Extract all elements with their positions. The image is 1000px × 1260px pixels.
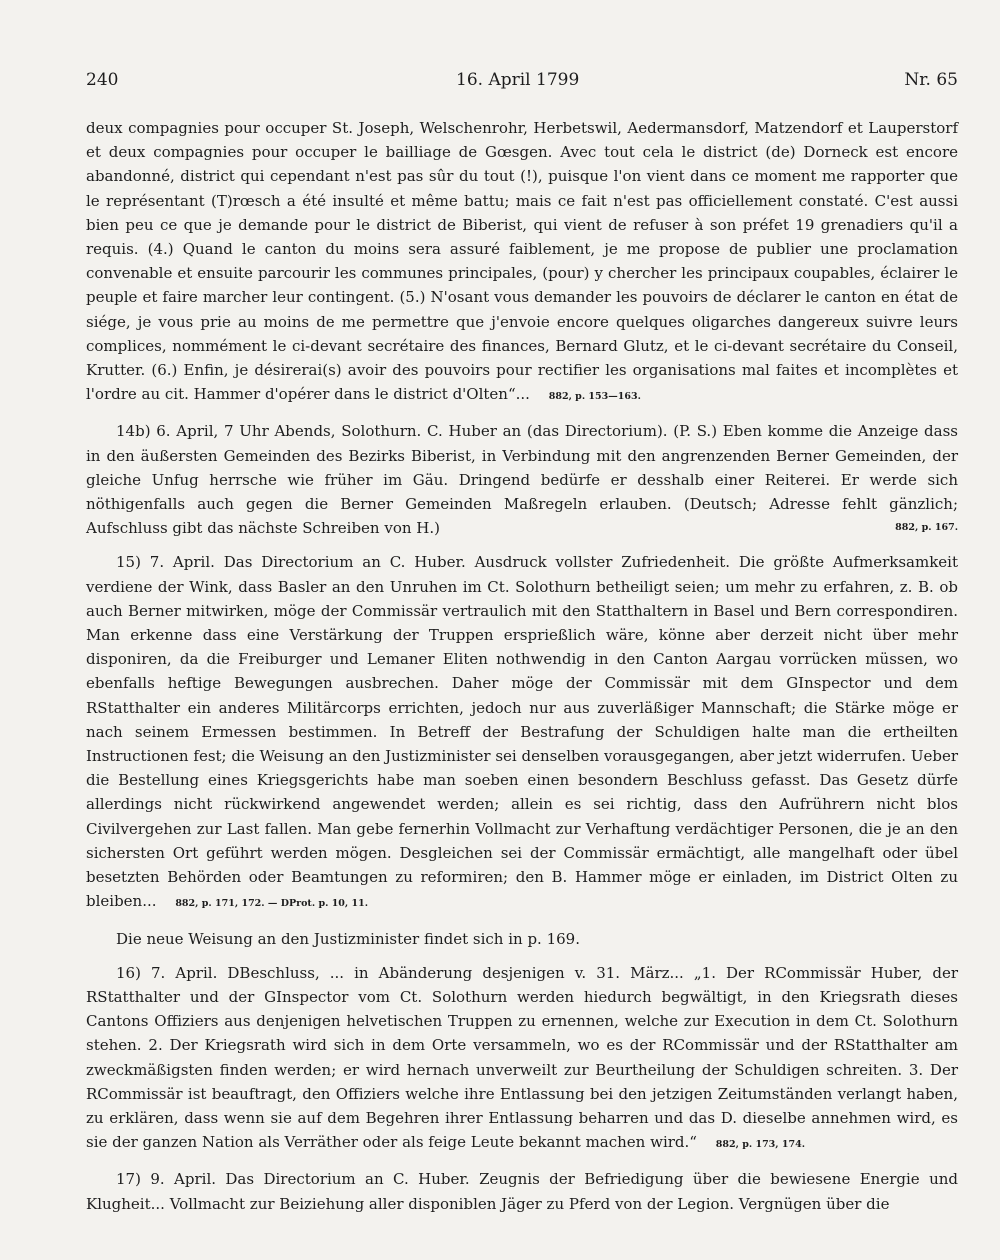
- paragraph-text: 16) 7. April. DBeschluss, ... in Abänderung desjenigen v. 31. März... „1. Der RCommissär Huber, der RStatthalter und der GInspector vom Ct. Solothurn werden hiedurch begwältigt, in den Kriegsrath dieses Cantons Offiziers aus denjenigen helvetischen Truppen zu ernennen, welche zur Execution in dem Ct. Solothurn stehen. 2. Der Kriegsrath wird sich in dem Orte versammeln, wo es der RCommissär und der RStatthalter am zweckmäßigsten finden werden; er wird hernach unverweilt zur Beurtheilung der Schuldigen schreiten. 3. Der RCommissär ist beauftragt, den Offiziers welche ihre Entlassung bei den jetzigen Zeitumständen verlangt haben, zu erklären, dass wenn sie auf dem Begehren ihrer Entlassung beharren und das D. dieselbe annehmen wird, es sie der ganzen Nation als Verräther oder als feige Leute bekannt machen wird.“: [86, 963, 958, 1152]
- paragraph-text: 15) 7. April. Das Directorium an C. Huber. Ausdruck vollster Zufriedenheit. Die größte Aufmerksamkeit verdiene der Wink, dass Basler an den Unruhen im Ct. Solothurn betheiligt seien; um mehr zu erfahren, z. B. ob auch Berner mitwirken, möge der Commissär vertraulich mit den Statthaltern in Basel und Bern correspondiren. Man erkenne dass eine Verstärkung der Truppen ersprießlich wäre, könne aber derzeit nicht über mehr disponiren, da die Freiburger und Lemaner Eliten nothwendig in den Canton Aargau vorrücken müssen, wo ebenfalls heftige Bewegungen ausbrechen. Daher möge der Commissär mit dem GInspector und dem RStatthalter ein anderes Militärcorps errichten, jedoch nur aus zuverläßiger Mannschaft; die Stärke möge er nach seinem Ermessen bestimmen. In Betreff der Bestrafung der Schuldigen halte man die ertheilten Instructionen fest; die Weisung an den Justizminister sei denselben vorausgegangen, aber jetzt widerrufen. Ueber die Bestellung eines Kriegsgerichts habe man soeben einen besondern Beschluss gefasst. Das Gesetz dürfe allerdings nicht rückwirkend angewendet werden; allein es sei richtig, dass den Aufrührern nicht blos Civilvergehen zur Last fallen. Man gebe fernerhin Vollmacht zur Verhaftung verdächtiger Personen, die je an den sichersten Ort geführt werden mögen. Desgleichen sei der Commissär ermächtigt, alle mangelhaft oder übel besetzten Behörden oder Beamtungen zu reformiren; den B. Hammer möge er einladen, im District Olten zu bleiben...: [86, 553, 958, 911]
- page-number: 240: [86, 70, 119, 90]
- source-reference: 882, p. 171, 172. — DProt. p. 10, 11.: [175, 898, 369, 910]
- entry-16: [86, 961, 958, 1158]
- source-reference: 882, p. 153—163.: [548, 391, 641, 403]
- entry-15: [86, 550, 958, 916]
- header-date: 16. April 1799: [456, 70, 580, 90]
- running-header: [86, 70, 958, 94]
- paragraph-continuation: [86, 116, 958, 409]
- entry-17: [86, 1167, 958, 1215]
- note-paragraph: [86, 927, 958, 951]
- paragraph-text: 14b) 6. April, 7 Uhr Abends, Solothurn. C. Huber an (das Directorium). (P. S.) Eben komme die Anzeige dass in den äußersten Gemeinden des Bezirks Biberist, in Verbindung mit den angrenzenden Berner Gemeinden, der gleiche Unfug herrsche wie früher im Gäu. Dringend bedürfe er desshalb einer Reiterei. Er werde sich nöthigenfalls auch gegen die Berner Gemeinden Maßregeln erlauben. (Deutsch; Adresse fehlt gänzlich; Aufschluss gibt das nächste Schreiben von H.): [86, 422, 958, 538]
- entry-14b: [86, 419, 958, 540]
- source-reference: 882, p. 167.: [895, 522, 958, 534]
- paragraph-text: 17) 9. April. Das Directorium an C. Huber. Zeugnis der Befriedigung über die bewiesene Energie und Klugheit... Vollmacht zur Beiziehung aller disponiblen Jäger zu Pferd von der Legion. Vergnügen über die: [86, 1170, 958, 1213]
- source-reference: 882, p. 173, 174.: [715, 1139, 806, 1151]
- issue-number: Nr. 65: [904, 70, 958, 90]
- paragraph-text: Die neue Weisung an den Justizminister findet sich in p. 169.: [116, 929, 580, 948]
- document-body: [86, 116, 958, 1216]
- paragraph-text: deux compagnies pour occuper St. Joseph, Welschenrohr, Herbetswil, Aedermansdorf, Matzendorf et Lauperstorf et deux compagnies pour occuper le bailliage de Gœsgen. Avec tout cela le district (de) Dorneck est encore abandonné, district qui cependant n'est pas sûr du tout (!), puisque l'on vient dans ce moment me rapporter que le représentant (T)rœsch a été insulté et même battu; mais ce fait n'est pas officiellement constaté. C'est aussi bien peu ce que je demande pour le district de Biberist, qui vient de refuser à son préfet 19 grenadiers qu'il a requis. (4.) Quand le canton du moins sera assuré faiblement, je me propose de publier une proclamation convenable et ensuite parcourir les communes principales, (pour) y chercher les principaux coupables, éclairer le peuple et faire marcher leur contingent. (5.) N'osant vous demander les pouvoirs de déclarer le canton en état de siége, je vous prie au moins de me permettre que j'envoie encore quelques oligarches dangereux suivre leurs complices, nommément le ci-devant secrétaire des finances, Bernard Glutz, et le ci-devant secrétaire du Conseil, Krutter. (6.) Enfin, je désirerai(s) avoir des pouvoirs pour rectifier les organisations mal faites et incomplètes et l'ordre au cit. Hammer d'opérer dans le district d'Olten“...: [86, 119, 958, 404]
